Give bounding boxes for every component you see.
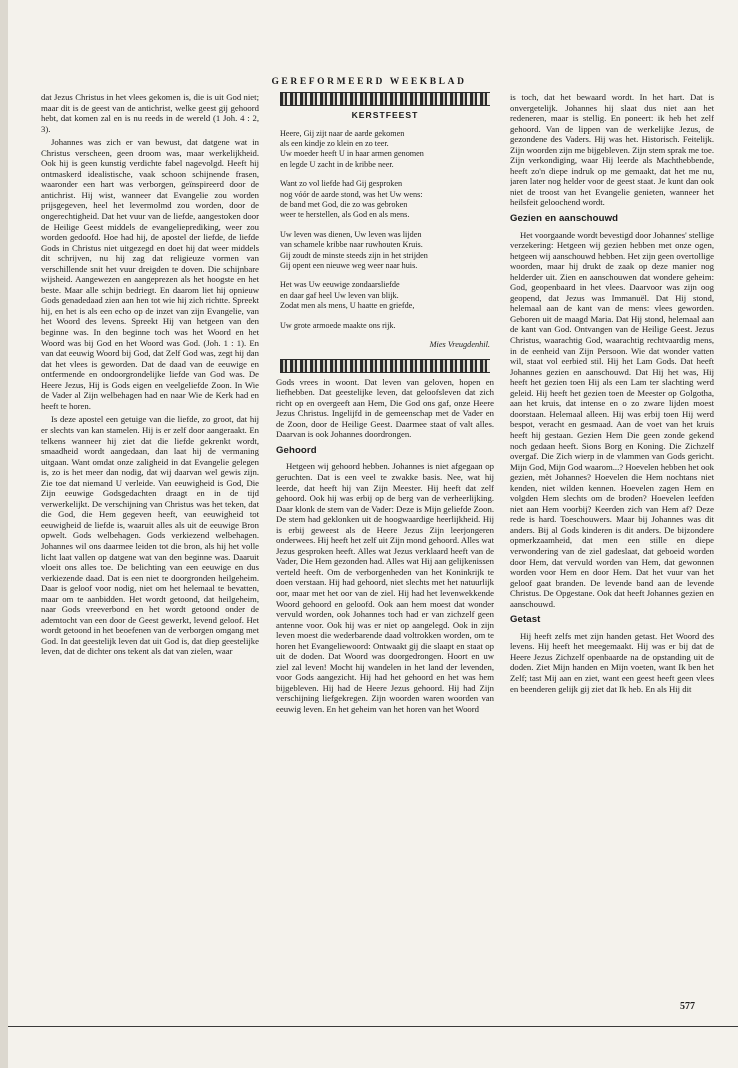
poem-line: Zodat men als mens, U haatte en griefde, xyxy=(280,301,415,311)
poem-line: de band met God, die zo was gebroken xyxy=(280,199,408,209)
poem-stanza xyxy=(280,129,490,171)
ornament-divider-bottom xyxy=(280,359,490,373)
poem-line: nog vóór de aarde stond, was het Uw wens: xyxy=(280,189,423,199)
poem-line: en daar gaf heel Uw leven van blijk. xyxy=(280,290,399,300)
poem-stanza xyxy=(280,321,490,331)
ornament-divider-top xyxy=(280,92,490,106)
bottom-rule xyxy=(8,1026,738,1027)
poem-stanza xyxy=(280,280,490,311)
page-number: 577 xyxy=(680,1001,695,1012)
poem-author: Mies Vreugdenhil. xyxy=(429,340,490,350)
scan-edge xyxy=(0,0,8,1068)
page-title: GEREFORMEERD WEEKBLAD xyxy=(271,77,467,87)
section-heading: Gezien en aanschouwd xyxy=(510,213,619,225)
poem-line: Het was Uw eeuwige zondaarsliefde xyxy=(280,280,400,290)
poem-line: Uw moeder heeft U in haar armen genomen xyxy=(280,149,424,159)
paragraph: Hij heeft zelfs met zijn handen getast. Het Woord des levens. Hij heeft het meegemaakt. Hij was er bij dat de Heere Jezus Zichzelf openbaarde na de opstanding uit de doden. Ziet Mijn handen en Mijn voeten, want Ik ben het Zelf; tast Mij aan en ziet, want een geest heeft geen vlees en beenderen gelijk gij ziet dat Ik heb. En als Hij dit xyxy=(510,630,714,694)
poem-line: Want zo vol liefde had Gij gesproken xyxy=(280,179,403,189)
poem-line: Uw leven was dienen, Uw leven was lijden xyxy=(280,229,422,239)
poem-stanza xyxy=(280,179,490,221)
paragraph: dat Jezus Christus in het vlees gekomen is, die is uit God niet; maar dit is de geest van de antichrist, welke geest gij gehoord hebt, dat komen zal en is nu reeds in de wereld (1 Joh. 4 : 2, 3). xyxy=(41,92,259,134)
poem-line: Gij zoudt de minste steeds zijn in het strijden xyxy=(280,250,428,260)
paragraph: Gods vrees in woont. Dat leven van geloven, hopen en liefhebben. Dat geestelijke leven, dat geloofsleven dat zich richt op en overgeeft aan Hem, Die God ons gaf, onze Heere Jezus Christus. Ingelijfd in de gemeenschap met de Vader en de Zoon, door de Heilige Geest. Daarmee staat of valt alles. Daarvan is ook Johannes doordrongen. xyxy=(276,376,494,440)
poem-line: Gij opent een nieuwe weg weer naar huis. xyxy=(280,261,418,271)
poem xyxy=(276,110,494,351)
poem-line: als een kindje zo klein en zo teer. xyxy=(280,138,389,148)
section-heading: Getast xyxy=(510,614,541,626)
paragraph: is toch, dat het bewaard wordt. In het hart. Dat is onvergetelijk. Johannes hij slaat dus niet aan het redeneren, maar is stellig. En poneert: ik heb het zelf gehoord. Van de lippen van de werkelijke Jezus, de gezondene des Vaders. Hij was het. Historisch. Feitelijk. Zijn woorden zijn me bijgebleven. Zijn stem sprak me toe. Zijn verkondiging, waar Hij leerde als Machthebbende, heeft zo'n diepe indruk op me gemaakt, dat het me nu, jaren later nog helder voor de geest staat. Je kunt dan ook niet de troost van het Evangelie genieten, wanneer het heilsfeit geloochend wordt. xyxy=(510,92,714,208)
poem-line: en legde U zacht in de kribbe neer. xyxy=(280,159,394,169)
middle-column xyxy=(276,92,494,960)
poem-line: Uw grote armoede maakte ons rijk. xyxy=(280,320,396,330)
paragraph: Johannes was zich er van bewust, dat datgene wat in Christus verscheen, geen droom was, maar werkelijkheid. Ook hij is geen kunstig verdichte fabel nagevolgd. Heeft hij ontmaskerd idealistische, vaak schoon schijnende frasen, waaronder een hart was verborgen, geïnspireerd door de antichrist. Hij wist, wanneer dat Evangelie zou worden prijsgegeven, heel het levermolmd zou worden, door de ongerechtigheid. Dat het vuur van de liefde, aangestoken door de Heilige Geest middels de evangelieprediking, weer zou worden gedoofd. Hoe had hij, de apostel der liefde, de liefde Gods in Christus niet uitgezegd en doet hij dat weer middels dit schrijven, nu hij zag dat religieuze vormen van verschillende snit het vuur dreigden te doven. Die schijnbare wijsheid. Aangewezen en aangeprezen als het hoogste en het beste. Maar alle schijn bedriegt. En daarom liet hij opnieuw Gods genadedaad zien aan hen tot wie hij zich richtte. Spreekt hij, en het is als een echo op de inzet van zijn Evangelie, van het Woord des levens. Spreekt Hij van hetgeen van den beginne was. In den beginne toch was het Woord en het Woord was bij God en het Woord was God. (Joh. 1 : 1). En van dat eeuwig Woord bij God, dat Zelf God was, zegt hij dan dat het vlees is geworden. Dat de daad van de eeuwige en ontfermende en ondoorgrondelijke liefde van God was. De Heere Jezus, Hij is Gods eigen en veelgeliefde Zoon. In Wie de Vader al Zijn welbehagen had en naar Wie de Kerk had en heeft te horen. xyxy=(41,137,259,411)
right-column xyxy=(510,92,714,960)
section-heading: Gehoord xyxy=(276,444,317,456)
paragraph: Het voorgaande wordt bevestigd door Johannes' stellige verzekering: Hetgeen wij gezien hebben met onze ogen, hetgeen wij aanschouwd hebben. Het zijn geen overtollige woorden, maar hij drukt de zaak op deze manier nog helderder uit. Zien en aanschouwen dat wondere geheim: God, geopenbaard in het vlees. Daarvoor was zijn oog geopend, dat Jezus was Immanuël. Dat Hij stond, helemaal aan de kant van de mens: vlees geworden. Geboren uit de maagd Maria. Dat Hij stond, helemaal aan de kant van God. Ontvangen van de Heilige Geest. Jezus Christus, waarachtig God, waarachtig rechtvaardig mens, in de eenheid van Zijn Persoon. Wie dat wonder vatten wil, staat vol eerbied stil. Hij het Lam Gods. Dat heeft Johannes gezien en aanschouwd. Dat Hij het was, Hij heeft het gezien toen Hij als een Lam ter slachting werd geleid. Hij heeft het gezien toen de Meester op Golgotha, aan het kruis, dat intense en o zo zware lijden moest doorstaan. Helemaal alleen. Hij was erbij toen Hij werd bespot, veracht en gesmaad. Aan de voet van het kruis heeft hij gestaan. Gezien Hem Die geen zonde gekend noch gedaan heeft. Sions Borg en Koning. Die Zichzelf overgaf. Die Zich wierp in de vlammen van Gods gericht. Mijn God, Mijn God waarom...? Hoevelen hebben het ook gezien, mèt Johannes? Hoevelen die Hem nochtans niet kenden, niet wilden kennen. Hoevelen zagen Hem en volgden Hem slechts om de broden? Hoevelen leefden niet aan Hem voorbij? Keerden zich van Hem af? Deze rede is hard. Toeschouwers. Maar bij Johannes was dit anders. Bij al Gods kinderen is dit anders. De bijzondere opmerkzaamheid, dat men een stille en diepe verwondering van de ziel gadeslaat, dat geboeid worden door Hem, dat vervuld worden van Hem, dat gewonnen worden voor Hem en door Hem. Dat het vuur van het geloof gaat branden. De levende band aan de levende Christus. De Opgestane. Ook dat heeft Johannes gezien en aanschouwd. xyxy=(510,229,714,609)
poem-line: Heere, Gij zijt naar de aarde gekomen xyxy=(280,128,405,138)
poem-stanza xyxy=(280,230,490,272)
poem-line: weer te herstellen, als God en als mens. xyxy=(280,210,410,220)
paragraph: Hetgeen wij gehoord hebben. Johannes is niet afgegaan op geruchten. Dat is een veel te zwakke basis. Nee, wat hij leerde, dat heeft hij van Zijn Meester. Hij heeft dat zelf gehoord. Ook hij was erbij op de berg van de verheerlijking. Daar klonk de stem van de Vader: Deze is Mijn geliefde Zoon. De stem had geklonken uit de hoogwaardige heerlijkheid. Hij is erbij geweest als de Heere Jezus Zijn leerjongeren onderwees. Hij heeft het zelf uit Zijn mond gehoord. Alles wat Jezus gesproken heeft. Alles wat Jezus verklaard heeft van de Vader, Die Hem gezonden had. Alles wat Hij aan gelijkenissen verteld heeft. Om de verborgenheden van het Koninkrijk te doen verstaan. Hij had gehoord, niet slechts met het natuurlijk oor, maar met het oor van de ziel. Hij had het levenwekkende Woord gehoord en geloofd. Ook aan hem moest dat wonder vervuld worden, ook Johannes toch had er van zichzelf geen antenne voor. Ook hij was er niet op aangelegd. Ook in zijn leven moest die wederbarende daad voltrokken worden, om te horen het Evangeliewoord: Ontwaakt gij die slaapt en staat op uit de doden. Dat Woord was doorgedrongen. Hoort en uw ziel zal leven! Mocht hij wandelen in het land der levenden, voor Gods aangezicht. Hij had het gehoord en het was hem bijgebleven. Hij had de Heere Jezus gehoord. Hij had Zijn verschijning liefgekregen. Zijn woorden waren woorden van eeuwig leven. En het geheim van het horen van het Woord xyxy=(276,461,494,714)
left-column xyxy=(41,92,259,960)
poem-line: van schamele kribbe naar ruwhouten Kruis. xyxy=(280,240,423,250)
paragraph: Is deze apostel een getuige van die liefde, zo groot, dat hij er slechts van kan stamelen. Hij is er zelf door aangeraakt. En telkens wanneer hij ziet dat die liefde gekrenkt wordt, smaadheid wordt aangedaan, dan laat hij de vermaning uitgaan. Want omdat onze zaligheid in dat Evangelie gelegen is, zo is het meer dan nodig, dat wij daarvan wel gewis zijn. Zie toe dat niemand U verleide. Van eeuwigheid is God, Die Zijn eeuwige Godsgedachten draagt en in de tijd verwerkelijkt. De verschijning van Christus was het teken, dat die God, die Hem gegeven heeft, van eeuwigheid tot eeuwigheid de liefde is, waaruit alles als uit de eeuwige Bron opwelt. Gods welbehagen. Gods verkiezend welbehagen. Johannes wil ons daarmee leiden tot die bron, als hij het volle licht laat vallen op datgene wat van den beginne was. Daaruit vloeit ons alles toe. De belichting van een eeuwige en dus verkiezende daad. Dat is een niet te doorgronden heilgeheim. Daar is geloof voor nodig, niet om het helemaal te bevatten, maar om te aanbidden. Het wordt getoond, dat heilgeheim, naar Gods vreeverbond en het wordt getoond onder de ademtocht van een door de Geest gewerkt, levend geloof. Het wordt getoond in het beoefenen van de verborgen omgang met God. In dat geestelijk leven dat uit God is, dat diep geestelijke leven, dat de dichter ons tekent als dat van zielen, waar xyxy=(41,414,259,657)
poem-title: KERSTFEEST xyxy=(351,110,419,120)
